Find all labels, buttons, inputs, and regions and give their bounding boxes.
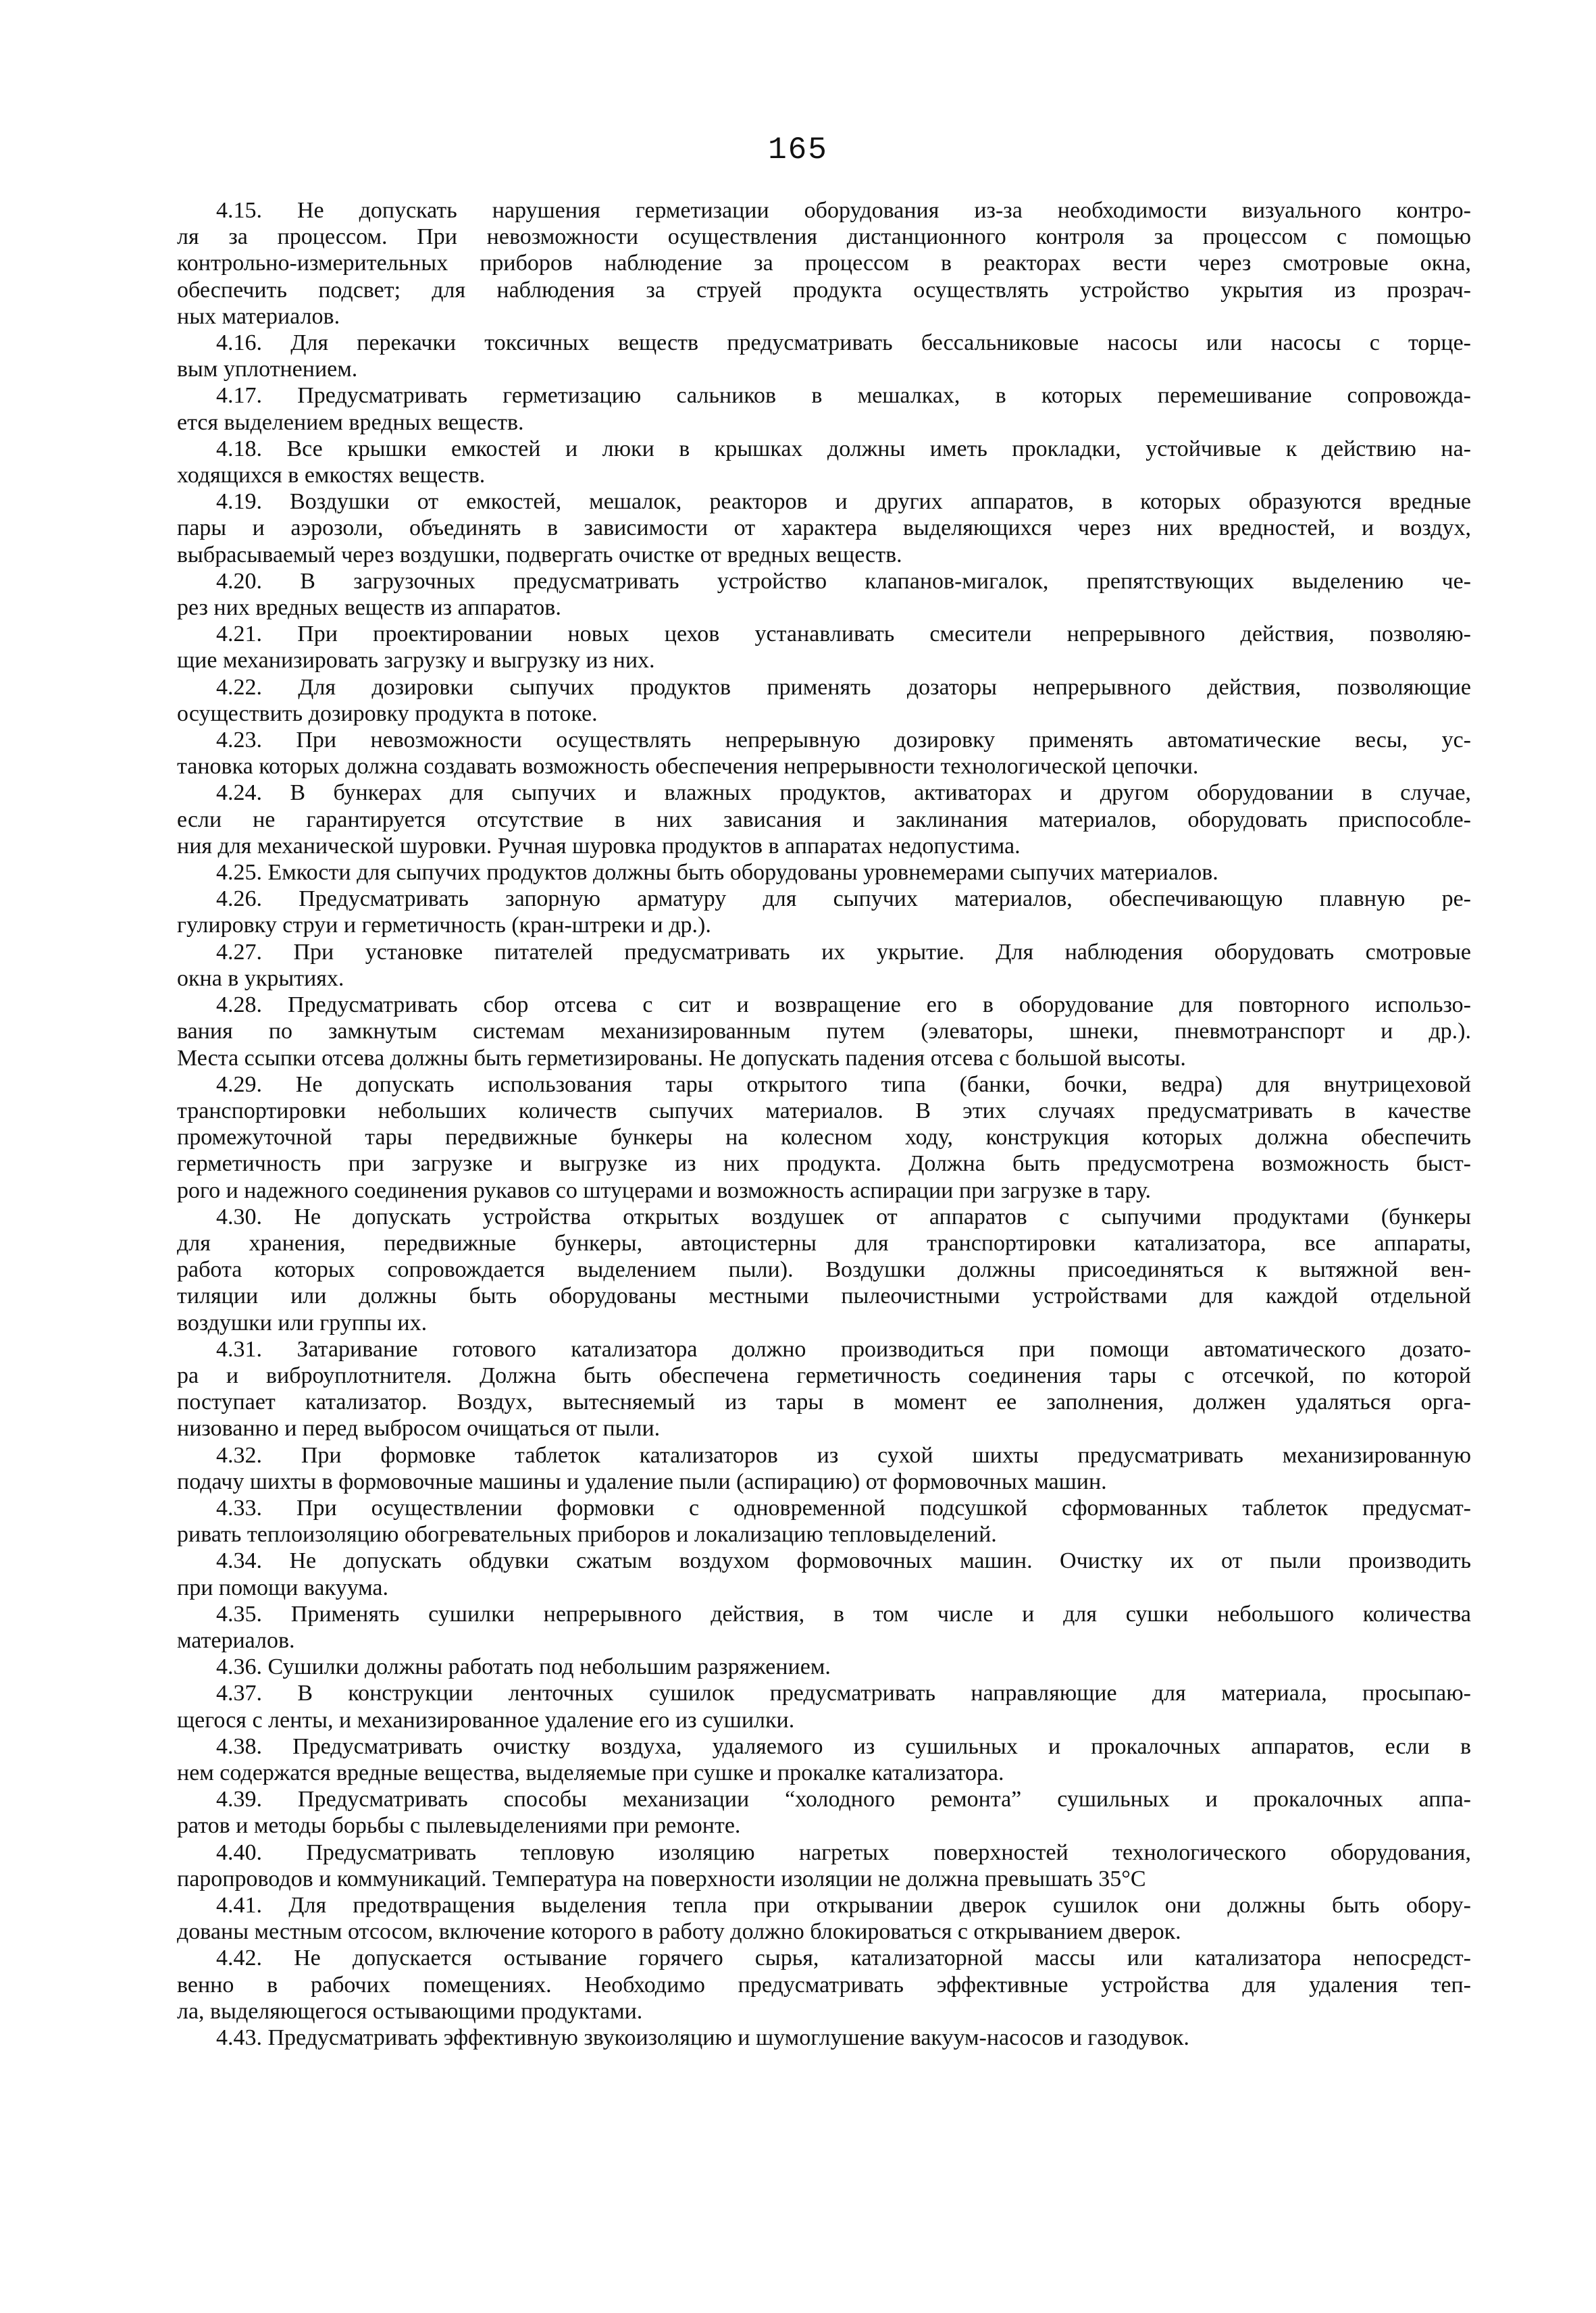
text-line: работа которых сопровождается выделением пыли). Воздушки должны присоединяться к вытяжной вен- [177, 1257, 1471, 1283]
text-line: 4.41. Для предотвращения выделения тепла при открывании дверок сушилок они должны быть обору- [216, 1893, 1471, 1918]
text-line: Места ссыпки отсева должны быть герметизированы. Не допускать падения отсева с большой высоты. [177, 1045, 1186, 1071]
text-line: рез них вредных веществ из аппаратов. [177, 595, 561, 621]
text-line: 4.15. Не допускать нарушения герметизации оборудования из-за необходимости визуального контро- [216, 198, 1471, 223]
text-line: щие механизировать загрузку и выгрузку из них. [177, 648, 655, 673]
text-line: вания по замкнутым системам механизированным путем (элеваторы, шнеки, пневмотранспорт и др.). [177, 1019, 1471, 1044]
paragraph-17 [177, 1442, 1471, 1495]
paragraph-4 [177, 488, 1471, 568]
paragraph-16 [177, 1336, 1471, 1442]
text-line: 4.38. Предусматривать очистку воздуха, удаляемого из сушильных и прокалочных аппаратов, если в [216, 1733, 1471, 1759]
paragraph-8 [177, 727, 1471, 780]
text-line: тановка которых должна создавать возможность обеспечения непрерывности технологической цепочки. [177, 754, 1199, 780]
text-line: 4.32. При формовке таблеток катализаторов из сухой шихты предусматривать механизированную [216, 1442, 1471, 1468]
text-line: промежуточной тары передвижные бункеры на колесном ходу, конструкция которых должна обеспечить [177, 1125, 1471, 1150]
paragraph-26 [177, 1892, 1471, 1945]
paragraph-0 [177, 197, 1471, 330]
text-line: 4.34. Не допускать обдувки сжатым воздухом формовочных машин. Очистку их от пыли производить [216, 1548, 1471, 1574]
paragraph-27 [177, 1945, 1471, 2025]
paragraph-6 [177, 621, 1471, 673]
text-line: 4.33. При осуществлении формовки с одновременной подсушкой сформованных таблеток предусмат- [216, 1495, 1471, 1521]
text-line: 4.27. При установке питателей предусматривать их укрытие. Для наблюдения оборудовать смотровые [216, 939, 1471, 965]
text-line: 4.37. В конструкции ленточных сушилок предусматривать направляющие для материала, просыпаю- [216, 1681, 1471, 1706]
page-number: 165 [768, 132, 828, 168]
text-line: ра и виброуплотнителя. Должна быть обеспечена герметичность соединения тары с отсечкой, по которой [177, 1363, 1471, 1388]
text-line: окна в укрытиях. [177, 965, 344, 991]
paragraph-15 [177, 1204, 1471, 1336]
text-line: 4.19. Воздушки от емкостей, мешалок, реакторов и других аппаратов, в которых образуются вредные [216, 489, 1471, 515]
text-line: рого и надежного соединения рукавов со штуцерами и возможность аспирации при загрузке в тару. [177, 1177, 1152, 1203]
text-line: ля за процессом. При невозможности осуществления дистанционного контроля за процессом с помощью [177, 224, 1471, 250]
text-line: выбрасываемый через воздушки, подвергать очистке от вредных веществ. [177, 542, 902, 567]
paragraph-7 [177, 674, 1471, 727]
paragraph-28 [177, 2025, 1471, 2051]
paragraph-9 [177, 780, 1471, 859]
text-line: осуществить дозировку продукта в потоке. [177, 701, 598, 726]
text-line: 4.39. Предусматривать способы механизации “холодного ремонта” сушильных и прокалочных аппа- [216, 1787, 1471, 1812]
text-line: транспортировки небольших количеств сыпучих материалов. В этих случаях предусматривать в качестве [177, 1098, 1471, 1123]
paragraph-13 [177, 992, 1471, 1071]
paragraph-3 [177, 436, 1471, 488]
paragraph-23 [177, 1733, 1471, 1786]
text-line: 4.25. Емкости для сыпучих продуктов должны быть оборудованы уровнемерами сыпучих материалов. [216, 860, 1218, 886]
text-line: если не гарантируется отсутствие в них зависания и заклинания материалов, оборудовать приспособле- [177, 807, 1471, 832]
text-line: вым уплотнением. [177, 357, 358, 382]
paragraph-25 [177, 1839, 1471, 1892]
text-line: гулировку струи и герметичность (кран-штреки и др.). [177, 913, 711, 938]
paragraph-14 [177, 1071, 1471, 1204]
text-line: контрольно-измерительных приборов наблюдение за процессом в реакторах вести через смотровые окна, [177, 251, 1471, 276]
text-line: 4.29. Не допускать использования тары открытого типа (банки, бочки, ведра) для внутрицеховой [216, 1071, 1471, 1097]
text-line: 4.16. Для перекачки токсичных веществ предусматривать бессальниковые насосы или насосы с торце- [216, 330, 1471, 356]
text-line: 4.18. Все крышки емкостей и люки в крышках должны иметь прокладки, устойчивые к действию на- [216, 436, 1471, 461]
text-line: 4.30. Не допускать устройства открытых воздушек от аппаратов с сыпучими продуктами (бункеры [216, 1204, 1471, 1229]
text-line: воздушки или группы их. [177, 1310, 428, 1336]
paragraph-24 [177, 1786, 1471, 1839]
text-line: ется выделением вредных веществ. [177, 409, 524, 435]
text-line: при помощи вакуума. [177, 1575, 388, 1600]
text-line: 4.20. В загрузочных предусматривать устройство клапанов-мигалок, препятствующих выделению че- [216, 568, 1471, 594]
text-line: щегося с ленты, и механизированное удаление его из сушилки. [177, 1707, 795, 1733]
paragraph-20 [177, 1601, 1471, 1654]
text-line: 4.23. При невозможности осуществлять непрерывную дозировку применять автоматические весы, ус- [216, 728, 1471, 753]
text-line: 4.42. Не допускается остывание горячего сырья, катализаторной массы или катализатора непосредст- [216, 1946, 1471, 1971]
paragraph-19 [177, 1548, 1471, 1600]
text-line: для хранения, передвижные бункеры, автоцистерны для транспортировки катализатора, все аппараты, [177, 1230, 1471, 1256]
text-line: венно в рабочих помещениях. Необходимо предусматривать эффективные устройства для удаления теп- [177, 1972, 1471, 1998]
paragraph-11 [177, 886, 1471, 938]
text-line: 4.28. Предусматривать сбор отсева с сит и возвращение его в оборудование для повторного использо- [216, 992, 1471, 1018]
paragraph-18 [177, 1495, 1471, 1548]
text-line: обеспечить подсвет; для наблюдения за струей продукта осуществлять устройство укрытия из прозрач- [177, 277, 1471, 303]
text-line: герметичность при загрузке и выгрузке из них продукта. Должна быть предусмотрена возможность быст- [177, 1151, 1471, 1177]
text-line: ных материалов. [177, 303, 340, 329]
text-line: паропроводов и коммуникаций. Температура на поверхности изоляции не должна превышать 35°С [177, 1866, 1146, 1891]
text-line: 4.17. Предусматривать герметизацию сальников в мешалках, в которых перемешивание сопровожда- [216, 383, 1471, 409]
text-line: пары и аэрозоли, объединять в зависимости от характера выделяющихся через них вредностей, и воздух, [177, 515, 1471, 541]
paragraph-21 [177, 1654, 1471, 1680]
text-line: ратов и методы борьбы с пылевыделениями при ремонте. [177, 1813, 741, 1839]
paragraph-22 [177, 1680, 1471, 1733]
paragraph-10 [177, 859, 1471, 886]
text-line: 4.21. При проектировании новых цехов устанавливать смесители непрерывного действия, позволяю- [216, 621, 1471, 647]
text-line: 4.36. Сушилки должны работать под небольшим разряжением. [216, 1654, 831, 1680]
text-line: тиляции или должны быть оборудованы местными пылеочистными устройствами для каждой отдельной [177, 1283, 1471, 1309]
paragraph-5 [177, 568, 1471, 621]
text-line: 4.35. Применять сушилки непрерывного действия, в том числе и для сушки небольшого количества [216, 1601, 1471, 1627]
text-line: поступает катализатор. Воздух, вытесняемый из тары в момент ее заполнения, должен удаляться орга- [177, 1390, 1471, 1415]
text-line: ла, выделяющегося остывающими продуктами. [177, 1998, 643, 2024]
paragraph-12 [177, 939, 1471, 992]
text-line: 4.26. Предусматривать запорную арматуру для сыпучих материалов, обеспечивающую плавную ре- [216, 886, 1471, 912]
text-line: ривать теплоизоляцию обогревательных приборов и локализацию тепловыделений. [177, 1522, 997, 1548]
text-line: ния для механической шуровки. Ручная шуровка продуктов в аппаратах недопустима. [177, 833, 1021, 859]
text-line: дованы местным отсосом, включение которого в работу должно блокироваться с открыванием дверок. [177, 1919, 1181, 1945]
text-line: низованно и перед выбросом очищаться от пыли. [177, 1416, 661, 1442]
text-line: нем содержатся вредные вещества, выделяемые при сушке и прокалке катализатора. [177, 1760, 1004, 1785]
text-line: 4.40. Предусматривать тепловую изоляцию нагретых поверхностей технологического оборудования, [216, 1839, 1471, 1865]
text-line: ходящихся в емкостях веществ. [177, 463, 486, 488]
document-body [177, 197, 1471, 2051]
text-line: 4.43. Предусматривать эффективную звукоизоляцию и шумоглушение вакуум-насосов и газодувок. [216, 2025, 1189, 2051]
paragraph-1 [177, 330, 1471, 382]
paragraph-2 [177, 382, 1471, 435]
text-line: 4.22. Для дозировки сыпучих продуктов применять дозаторы непрерывного действия, позволяющие [216, 674, 1471, 700]
text-line: материалов. [177, 1627, 295, 1653]
text-line: 4.24. В бункерах для сыпучих и влажных продуктов, активаторах и другом оборудовании в случае, [216, 780, 1471, 806]
text-line: подачу шихты в формовочные машины и удаление пыли (аспирацию) от формовочных машин. [177, 1469, 1107, 1494]
text-line: 4.31. Затаривание готового катализатора должно производиться при помощи автоматического дозато- [216, 1336, 1471, 1362]
